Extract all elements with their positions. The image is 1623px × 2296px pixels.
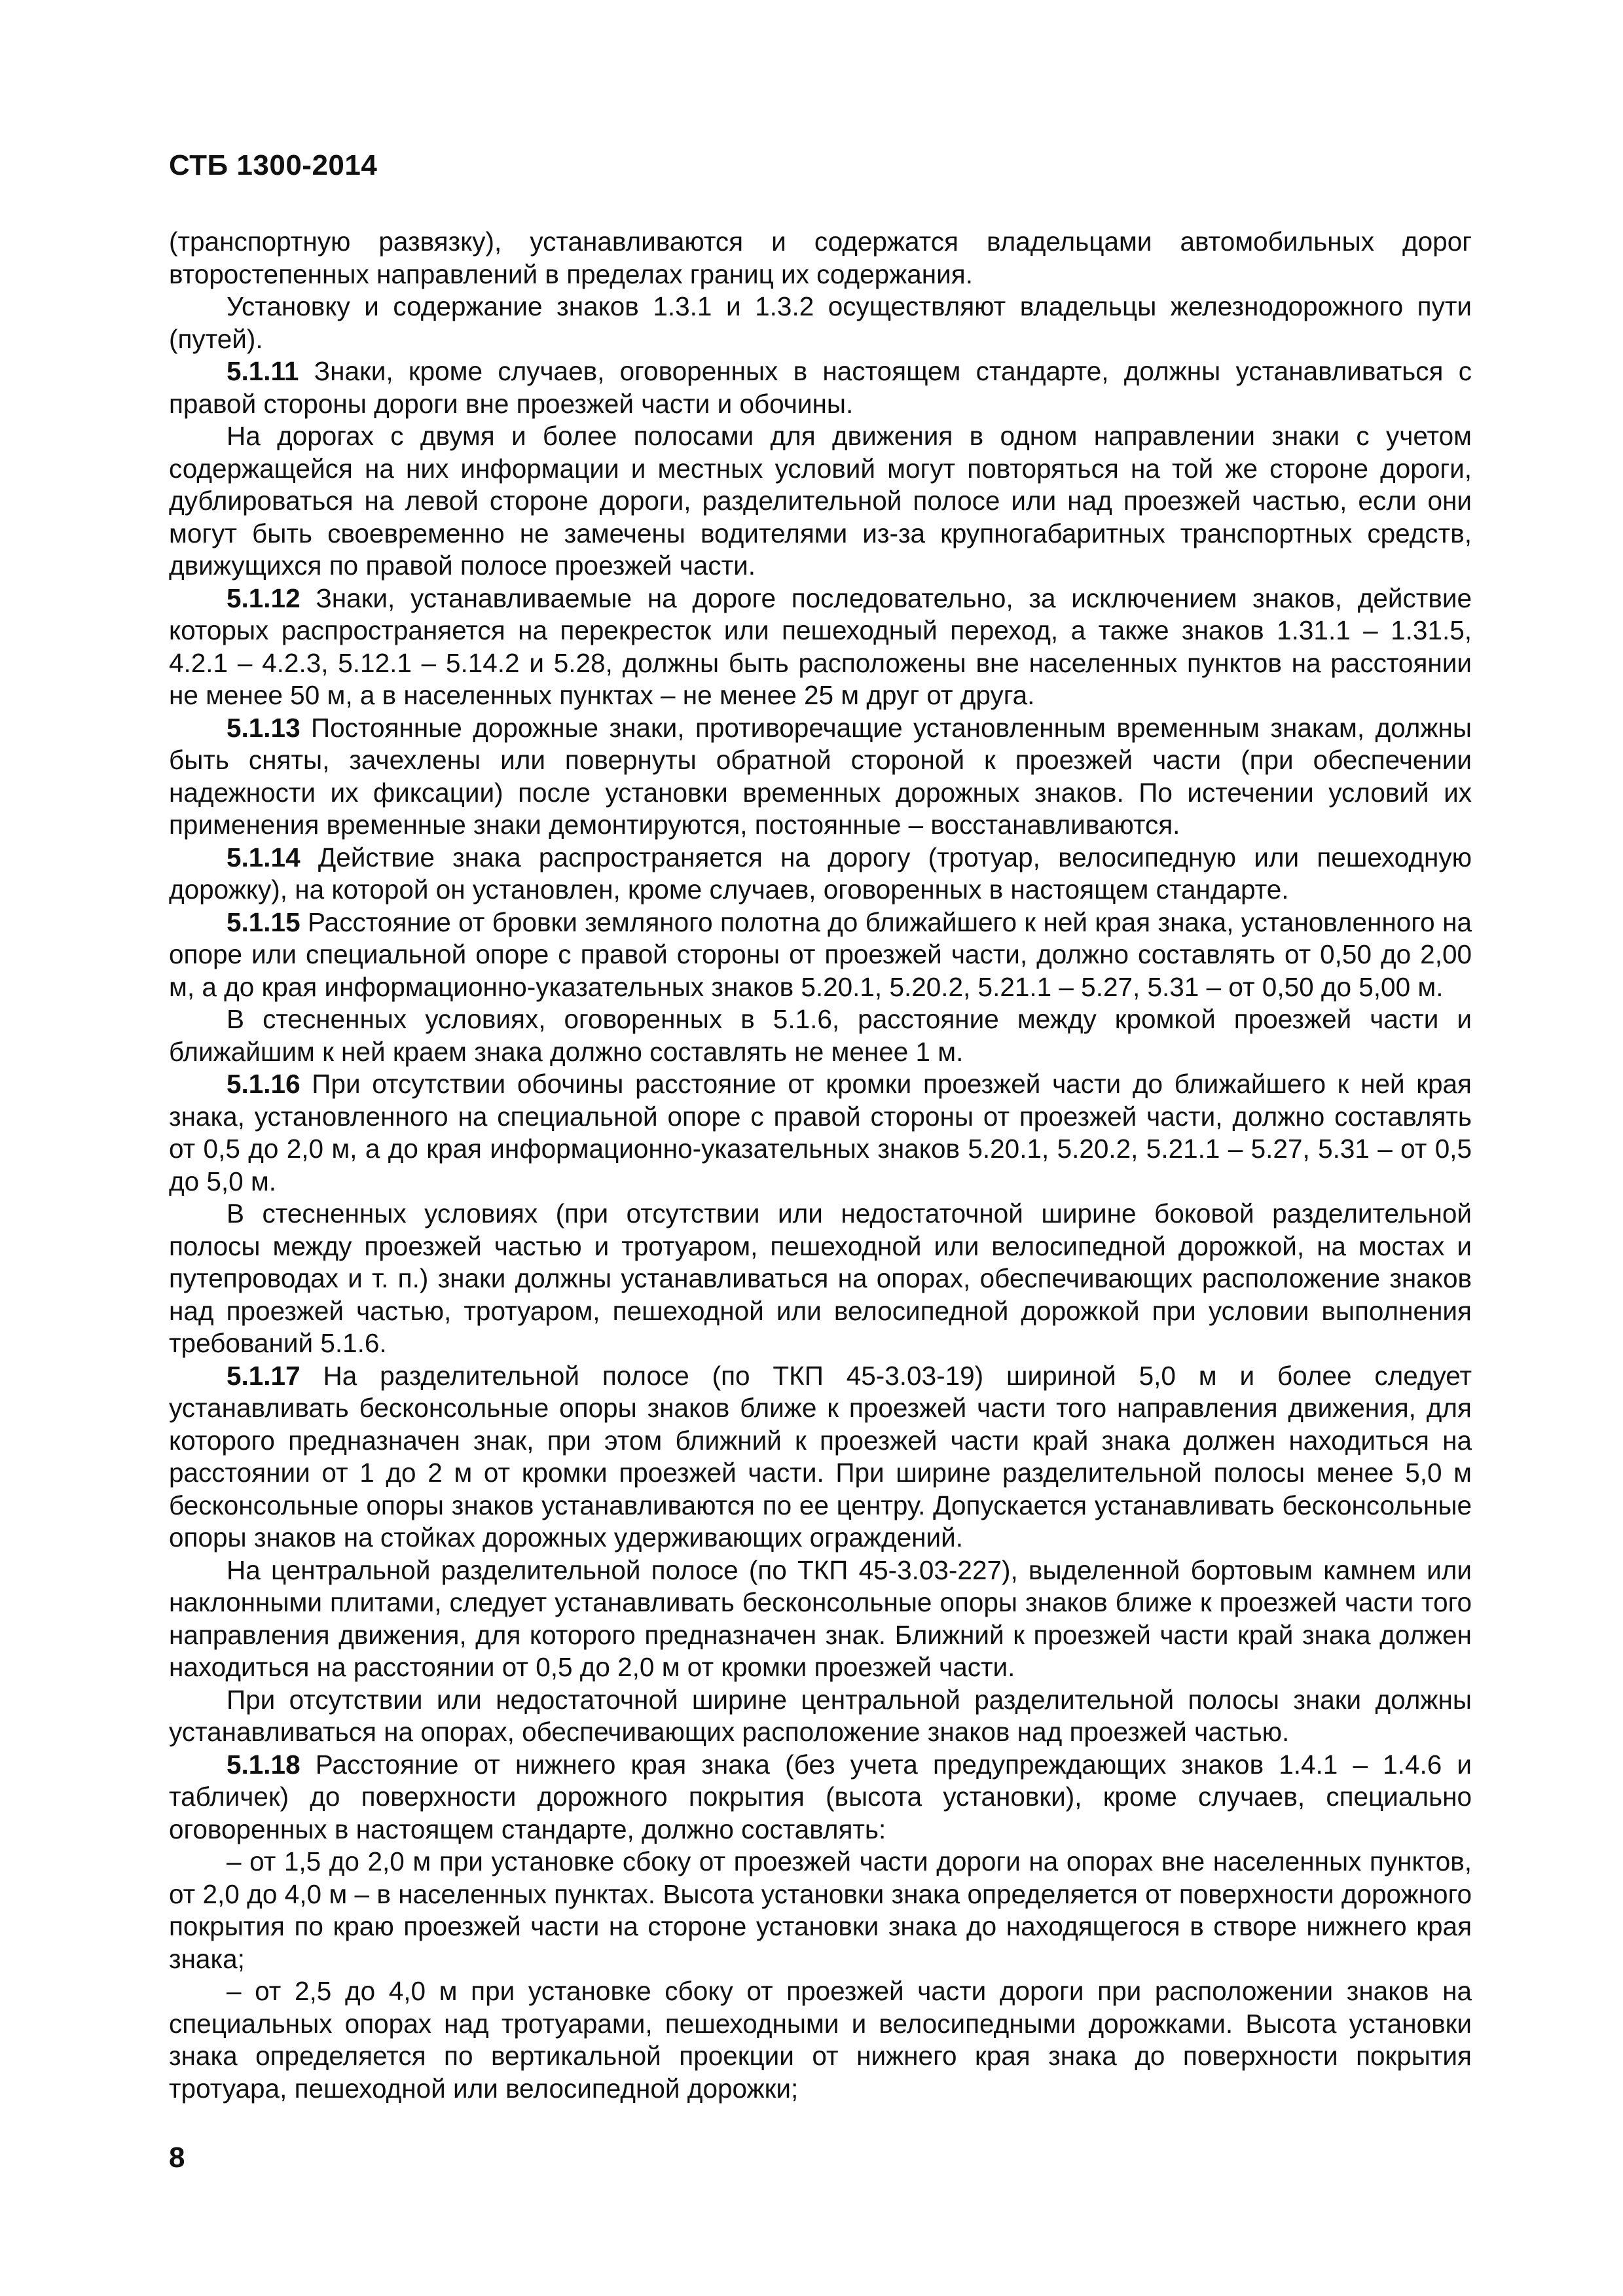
- list-item: [169, 1975, 1472, 2105]
- paragraph-text: Постоянные дорожные знаки, противоречащие установленным временным знакам, должны быть сняты, зачехлены или повернуты обратной стороной к проезжей части (при обеспечении надежности их фиксации) после установки временных дорожных знаков. По истечении условий их применения временные знаки демонтируются, постоянные – восстанавливаются.: [169, 712, 1472, 840]
- document-body: [169, 226, 1472, 2105]
- clause-number: 5.1.14: [227, 842, 301, 872]
- clause-number: 5.1.17: [227, 1360, 301, 1391]
- clause-number: 5.1.13: [227, 712, 301, 743]
- clause-5-1-12: [169, 583, 1472, 712]
- paragraph-text: – от 2,5 до 4,0 м при установке сбоку от проезжей части дороги при расположении знаков на специальных опорах над тротуарами, пешеходными и велосипедными дорожками. Высота установки знака определяется по вертикальной проекции от нижнего края знака до поверхности покрытия тротуара, пешеходной или велосипедной дорожки;: [169, 1976, 1472, 2104]
- paragraph-text: При отсутствии обочины расстояние от кромки проезжей части до ближайшего к ней края знака, установленного на специальной опоре с правой стороны от проезжей части, должно составлять от 0,5 до 2,0 м, а до края информационно-указательных знаков 5.20.1, 5.20.2, 5.21.1 – 5.27, 5.31 – от 0,5 до 5,0 м.: [169, 1069, 1472, 1196]
- paragraph-text: При отсутствии или недостаточной ширине центральной разделительной полосы знаки должны устанавливаться на опорах, обеспечивающих расположение знаков над проезжей частью.: [169, 1684, 1472, 1747]
- paragraph: [169, 226, 1472, 291]
- paragraph-text: Знаки, кроме случаев, оговоренных в настоящем стандарте, должны устанавливаться с правой стороны дороги вне проезжей части и обочины.: [169, 356, 1472, 419]
- paragraph-text: На центральной разделительной полосе (по ТКП 45-3.03-227), выделенной бортовым камнем или наклонными плитами, следует устанавливать бесконсольные опоры знаков ближе к проезжей части того направления движения, для которого предназначен знак. Ближний к проезжей части край знака должен находиться на расстоянии от 0,5 до 2,0 м от кромки проезжей части.: [169, 1554, 1472, 1682]
- document-header: СТБ 1300-2014: [169, 149, 378, 181]
- clause-number: 5.1.12: [227, 583, 301, 613]
- list-item: [169, 1846, 1472, 1975]
- clause-5-1-17: [169, 1360, 1472, 1554]
- clause-5-1-18: [169, 1749, 1472, 1846]
- paragraph-text: Расстояние от бровки земляного полотна до ближайшего к ней края знака, установленного на опоре или специальной опоре с правой стороны от проезжей части, должно составлять от 0,50 до 2,00 м, а до края информационно-указательных знаков 5.20.1, 5.20.2, 5.21.1 – 5.27, 5.31 – от 0,50 до 5,00 м.: [169, 906, 1472, 1002]
- paragraph: [169, 291, 1472, 355]
- clause-5-1-16: [169, 1068, 1472, 1198]
- clause-number: 5.1.18: [227, 1749, 301, 1780]
- paragraph: [169, 1554, 1472, 1684]
- clause-5-1-14: [169, 842, 1472, 906]
- paragraph-text: (транспортную развязку), устанавливаются и содержатся владельцами автомобильных дорог второстепенных направлений в пределах границ их содержания.: [169, 226, 1472, 289]
- clause-number: 5.1.11: [227, 356, 299, 386]
- clause-5-1-15: [169, 906, 1472, 1004]
- paragraph: [169, 420, 1472, 583]
- paragraph-text: Расстояние от нижнего края знака (без учета предупреждающих знаков 1.4.1 – 1.4.6 и табличек) до поверхности дорожного покрытия (высота установки), кроме случаев, специально оговоренных в настоящем стандарте, должно составлять:: [169, 1749, 1472, 1844]
- clause-number: 5.1.15: [227, 906, 301, 937]
- clause-5-1-11: [169, 355, 1472, 420]
- paragraph-text: На дорогах с двумя и более полосами для движения в одном направлении знаки с учетом содержащейся на них информации и местных условий могут повторяться на той же стороне дороги, дублироваться на левой стороне дороги, разделительной полосе или над проезжей частью, если они могут быть своевременно не замечены водителями из-за крупногабаритных транспортных средств, движущихся по правой полосе проезжей части.: [169, 421, 1472, 581]
- clause-number: 5.1.16: [227, 1069, 301, 1099]
- paragraph-text: Действие знака распространяется на дорогу (тротуар, велосипедную или пешеходную дорожку), на которой он установлен, кроме случаев, оговоренных в настоящем стандарте.: [169, 842, 1472, 905]
- paragraph: [169, 1003, 1472, 1068]
- paragraph-text: В стесненных условиях (при отсутствии или недостаточной ширине боковой разделительной полосы между проезжей частью и тротуаром, пешеходной или велосипедной дорожкой, на мостах и путепроводах и т. п.) знаки должны устанавливаться на опорах, обеспечивающих расположение знаков над проезжей частью, тротуаром, пешеходной или велосипедной дорожкой при условии выполнения требований 5.1.6.: [169, 1198, 1472, 1358]
- paragraph-text: Установку и содержание знаков 1.3.1 и 1.3.2 осуществляют владельцы железнодорожного пути (путей).: [169, 291, 1472, 354]
- paragraph: [169, 1684, 1472, 1749]
- clause-5-1-13: [169, 712, 1472, 842]
- paragraph: [169, 1198, 1472, 1360]
- paragraph-text: В стесненных условиях, оговоренных в 5.1.6, расстояние между кромкой проезжей части и ближайшим к ней краем знака должно составлять не менее 1 м.: [169, 1004, 1472, 1067]
- page-number: 8: [169, 2142, 185, 2174]
- paragraph-text: На разделительной полосе (по ТКП 45-3.03-19) шириной 5,0 м и более следует устанавливать бесконсольные опоры знаков ближе к проезжей части того направления движения, для которого предназначен знак, при этом ближний к проезжей части край знака должен находиться на расстоянии от 1 до 2 м от кромки проезжей части. При ширине разделительной полосы менее 5,0 м бесконсольные опоры знаков устанавливаются по ее центру. Допускается устанавливать бесконсольные опоры знаков на стойках дорожных удерживающих ограждений.: [169, 1360, 1472, 1552]
- paragraph-text: – от 1,5 до 2,0 м при установке сбоку от проезжей части дороги на опорах вне населенных пунктов, от 2,0 до 4,0 м – в населенных пунктах. Высота установки знака определяется от поверхности дорожного покрытия по краю проезжей части на стороне установки знака до находящегося в створе нижнего края знака;: [169, 1846, 1472, 1974]
- paragraph-text: Знаки, устанавливаемые на дороге последовательно, за исключением знаков, действие которых распространяется на перекресток или пешеходный переход, а также знаков 1.31.1 – 1.31.5, 4.2.1 – 4.2.3, 5.12.1 – 5.14.2 и 5.28, должны быть расположены вне населенных пунктов на расстоянии не менее 50 м, а в населенных пунктах – не менее 25 м друг от друга.: [169, 583, 1472, 710]
